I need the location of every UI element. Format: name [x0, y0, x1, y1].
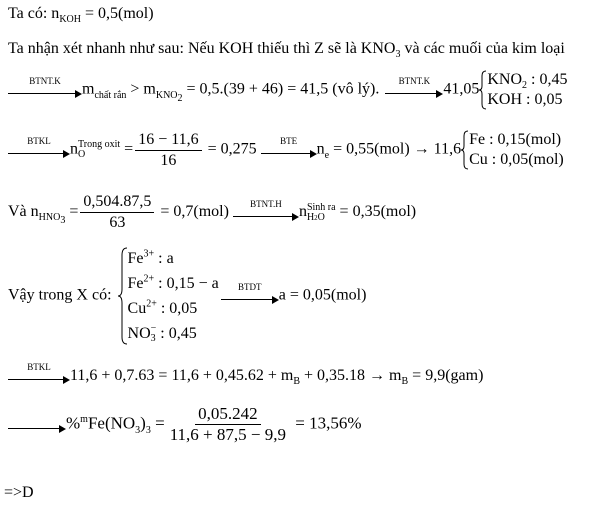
- sub: KNO: [155, 89, 178, 101]
- arrow-label: BTNT.K: [398, 76, 431, 86]
- result-stack: [487, 70, 567, 110]
- text: = 0,275: [203, 140, 257, 158]
- text: Cu: [127, 300, 147, 317]
- sup: −: [150, 323, 157, 335]
- denominator: 16: [160, 151, 177, 169]
- arrow-label: BTKL: [27, 362, 51, 373]
- text: Fe: [127, 275, 144, 292]
- text: KOH : 0,05: [487, 91, 563, 108]
- text: Vậy trong X có:: [8, 286, 112, 304]
- text: > m: [126, 80, 156, 98]
- line-koh: [8, 4, 154, 24]
- arrow-label: BTNT.H: [250, 198, 282, 209]
- text: 11,6 + 0,7.63 = 11,6 + 0,45.62 + m: [70, 367, 294, 384]
- arrow: [385, 76, 443, 100]
- sub: chất rắn: [94, 89, 127, 101]
- sub: 3: [60, 215, 66, 227]
- sub: B: [401, 376, 409, 388]
- sup: 2+: [146, 298, 157, 310]
- text: 41,05: [443, 80, 480, 98]
- text: : a: [154, 250, 174, 267]
- text: Ta nhận xét nhanh như sau: Nếu KOH thiếu thì Z sẽ là KNO: [8, 40, 396, 57]
- text: = 0,7(mol): [156, 203, 229, 221]
- text: n: [70, 140, 78, 158]
- text: + 0,35.18 → m: [300, 367, 402, 384]
- answer: =>D: [4, 484, 34, 501]
- text: = 0,5(mol): [80, 5, 154, 22]
- text: Fe(NO: [87, 413, 136, 433]
- arrow: [8, 362, 70, 386]
- arrow: [8, 136, 70, 160]
- sub: O: [317, 211, 325, 223]
- text: = 9,9(gam): [408, 367, 484, 384]
- arrow-label: BTNT.K: [29, 76, 61, 86]
- sup: 2+: [143, 273, 155, 285]
- sub: HNO: [38, 212, 61, 224]
- arrow: [221, 282, 279, 306]
- ion-stack: [128, 246, 219, 346]
- arrow: [8, 415, 66, 435]
- text: : 0,45: [527, 71, 568, 88]
- arrow: [8, 76, 82, 100]
- text: : 0,45: [156, 325, 197, 342]
- line-btkl-oxide: BTKL n Trong oxit O = $\frac{16 - 11,6}{16}$ = 0,275 BTE $n_e = 0,55(mol) \to 11,6$ Fe : 0,15(mol) Cu : 0,05(mol): [8, 130, 564, 170]
- arrow-label: BTKL: [27, 136, 51, 146]
- sub: 3: [395, 49, 401, 61]
- numerator: 16 − 11,6: [135, 131, 201, 151]
- sub: 2: [177, 92, 183, 104]
- sub: e: [324, 149, 330, 161]
- text: Ta có: n: [8, 5, 60, 22]
- arrow-label: BTE: [280, 136, 298, 146]
- arrow: [233, 198, 299, 223]
- sup: m: [80, 413, 88, 425]
- text: %: [66, 413, 81, 433]
- sub: H: [306, 211, 315, 223]
- sup: 3+: [143, 248, 155, 260]
- sup: Trong oxit: [78, 139, 121, 150]
- numerator: 0,504.87,5: [80, 193, 154, 213]
- sub: O: [78, 149, 86, 160]
- fraction: [167, 405, 289, 444]
- sub: 3: [135, 424, 141, 436]
- text: Và n: [8, 203, 39, 221]
- text: m: [82, 80, 95, 98]
- text: = 0,5.(39 + 46) = 41,5 (vô lý).: [182, 80, 380, 98]
- denominator: 11,6 + 87,5 − 9,9: [169, 425, 286, 444]
- text: ): [140, 413, 146, 433]
- sub: B: [293, 376, 301, 388]
- text: : 0,05: [156, 300, 198, 317]
- text: NO: [127, 325, 151, 342]
- line-mass-balance: [8, 362, 484, 388]
- brace-icon: [118, 247, 128, 345]
- text: a = 0,05(mol): [278, 286, 367, 304]
- text: Cu : 0,05(mol): [469, 151, 564, 168]
- sub: 2: [522, 80, 528, 92]
- line-remark: [8, 39, 565, 59]
- text: = 0,55(mol) → 11,6: [329, 140, 462, 158]
- text: : 0,15 − a: [154, 275, 219, 292]
- arrow: [261, 136, 317, 160]
- text: Fe: [127, 250, 144, 267]
- result-stack: [469, 130, 564, 170]
- text: Fe : 0,15(mol): [469, 131, 562, 148]
- text: và các muối của kim loại: [400, 40, 565, 57]
- text: = 13,56%: [290, 413, 362, 433]
- arrow-label: BTDT: [238, 282, 262, 292]
- brace-icon: [461, 130, 469, 170]
- sub: 2: [314, 213, 318, 222]
- sub: 3: [145, 424, 151, 436]
- line-hno3: Và $n_{HNO_3}$ = $\frac{0,504.87,5}{63}$ = 0,7(mol) BTNT.H n Sinh ra H2O = 0,35(mol): [8, 193, 417, 231]
- line-ions: [8, 246, 366, 346]
- brace-icon: [479, 70, 487, 110]
- denominator: 63: [109, 214, 126, 231]
- fraction: [135, 131, 201, 170]
- line-btnt-k: [8, 70, 567, 110]
- text: n: [316, 140, 325, 158]
- sub: 3: [150, 333, 156, 345]
- sub: KOH: [59, 14, 81, 26]
- numerator: 0,05.242: [195, 405, 261, 425]
- fraction: [80, 193, 154, 232]
- text: n: [298, 203, 307, 221]
- text: KNO: [487, 71, 523, 88]
- sup: Sinh ra: [306, 201, 336, 213]
- line-percent: $\%^mFe(NO_3)_3$ = $\frac{0,05.242}{11,6 + 87,5 - 9,9}$ = 13,56%: [8, 405, 361, 444]
- text: = 0,35(mol): [335, 203, 417, 221]
